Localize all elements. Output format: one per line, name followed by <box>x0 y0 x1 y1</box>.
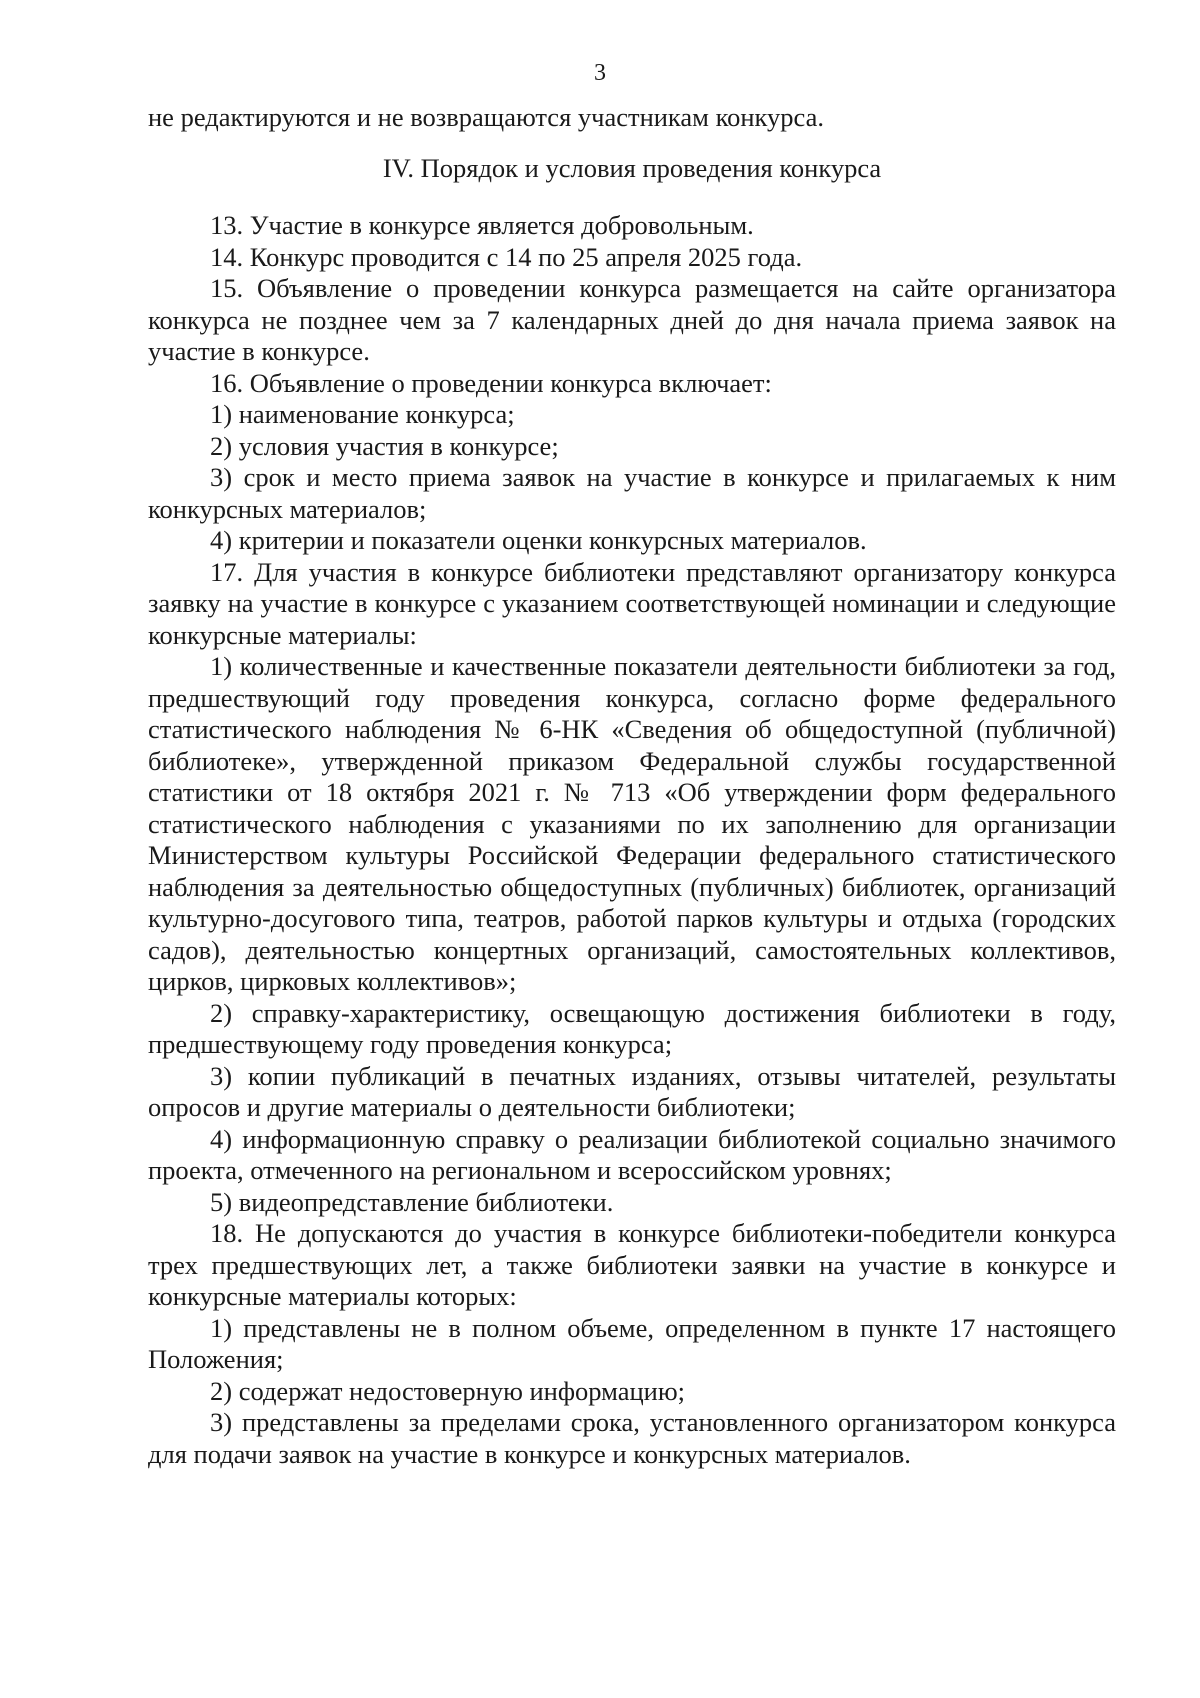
paragraph-18: 18. Не допускаются до участия в конкурсе библиотеки-победители конкурса трех предшествующих лет, а также библиотеки заявки на участие в конкурсе и конкурсные материалы которых: <box>148 1218 1116 1311</box>
paragraph-17-item-4: 4) информационную справку о реализации библиотекой социально значимого проекта, отмеченного на региональном и всероссийском уровнях; <box>148 1123 1116 1185</box>
page-number: 3 <box>594 60 606 86</box>
paragraph-15: 15. Объявление о проведении конкурса размещается на сайте организатора конкурса не позднее чем за 7 календарных дней до дня начала приема заявок на участие в конкурсе. <box>148 273 1116 366</box>
lead-line: не редактируются и не возвращаются участникам конкурса. <box>148 102 824 132</box>
paragraph-17-item-2: 2) справку-характеристику, освещающую достижения библиотеки в году, предшествующему году проведения конкурса; <box>148 997 1116 1059</box>
paragraph-17-item-3: 3) копии публикаций в печатных изданиях, отзывы читателей, результаты опросов и другие материалы о деятельности библиотеки; <box>148 1060 1116 1122</box>
paragraph-18-item-1: 1) представлены не в полном объеме, определенном в пункте 17 настоящего Положения; <box>148 1312 1116 1374</box>
paragraph-18-item-2: 2) содержат недостоверную информацию; <box>210 1375 685 1406</box>
paragraph-16-item-2: 2) условия участия в конкурсе; <box>210 430 559 461</box>
paragraph-14: 14. Конкурс проводится с 14 по 25 апреля 2025 года. <box>210 241 803 272</box>
section-heading: IV. Порядок и условия проведения конкурса <box>382 152 882 183</box>
paragraph-18-item-3: 3) представлены за пределами срока, установленного организатором конкурса для подачи заявок на участие в конкурсе и конкурсных материалов. <box>148 1407 1116 1469</box>
document-body <box>148 102 1116 1470</box>
paragraph-16-item-4: 4) критерии и показатели оценки конкурсных материалов. <box>210 525 867 555</box>
paragraph-17: 17. Для участия в конкурсе библиотеки представляют организатору конкурса заявку на участие в конкурсе с указанием соответствующей номинации и следующие конкурсные материалы: <box>148 556 1116 650</box>
paragraph-16-item-1: 1) наименование конкурса; <box>210 399 515 429</box>
paragraph-17-item-1: 1) количественные и качественные показатели деятельности библиотеки за год, предшествующий году проведения конкурса, согласно форме федерального статистического наблюдения № 6-НК «Сведения об общедоступной (публичной) библиотеке», утвержденной приказом Федеральной службы государственной статистики от 18 октября 2021 г. № 713 «Об утверждении форм федерального статистического наблюдения с указаниями по их заполнению для организации Министерством культуры Российской Федерации федерального статистического наблюдения за деятельностью общедоступных (публичных) библиотек, организаций культурно-досугового типа, театров, работой парков культуры и отдыха (городских садов), деятельностью концертных организаций, самостоятельных коллективов, цирков, цирковых коллективов»; <box>148 651 1116 996</box>
paragraph-16: 16. Объявление о проведении конкурса включает: <box>210 367 772 398</box>
paragraph-17-item-5: 5) видеопредставление библиотеки. <box>210 1186 614 1217</box>
paragraph-13: 13. Участие в конкурсе является добровольным. <box>210 210 754 240</box>
paragraph-16-item-3: 3) срок и место приема заявок на участие в конкурсе и прилагаемых к ним конкурсных материалов; <box>148 462 1116 524</box>
